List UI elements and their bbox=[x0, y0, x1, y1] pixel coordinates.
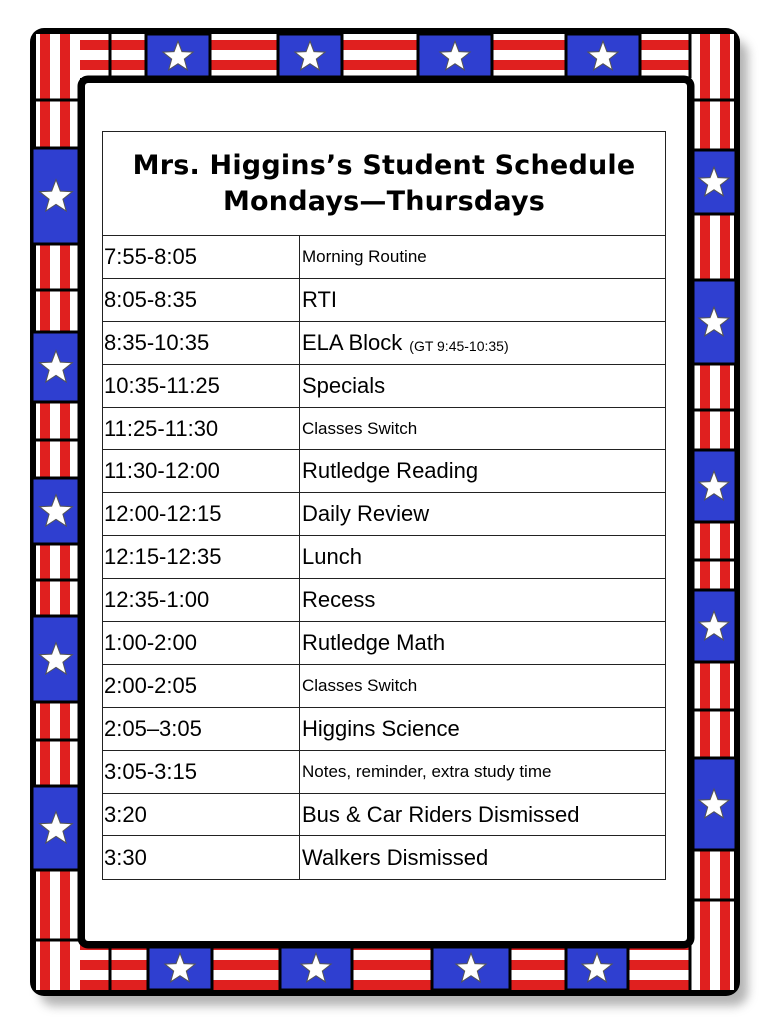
activity-label: Notes, reminder, extra study time bbox=[302, 761, 552, 781]
star-panel bbox=[32, 332, 80, 402]
schedule-time: 12:00-12:15 bbox=[103, 493, 300, 535]
schedule-time: 12:15-12:35 bbox=[103, 536, 300, 578]
schedule-activity bbox=[300, 708, 665, 750]
schedule-time: 12:35-1:00 bbox=[103, 579, 300, 621]
schedule-activity bbox=[300, 579, 665, 621]
activity-label: Rutledge Reading bbox=[302, 458, 479, 484]
schedule-time: 1:00-2:00 bbox=[103, 622, 300, 664]
schedule-rows bbox=[103, 236, 665, 879]
activity-label: Classes Switch bbox=[302, 418, 418, 438]
schedule-activity bbox=[300, 408, 665, 450]
schedule-activity bbox=[300, 836, 665, 879]
activity-label: Recess bbox=[302, 587, 376, 613]
schedule-activity bbox=[300, 536, 665, 578]
schedule-time: 3:05-3:15 bbox=[103, 751, 300, 793]
schedule-activity bbox=[300, 365, 665, 407]
schedule-activity bbox=[300, 493, 665, 535]
star-panel bbox=[278, 34, 342, 78]
star-panel bbox=[692, 450, 736, 522]
star-panel bbox=[418, 34, 492, 78]
star-panel bbox=[692, 590, 736, 662]
activity-label: Bus & Car Riders Dismissed bbox=[302, 801, 580, 827]
activity-label: Classes Switch bbox=[302, 675, 418, 695]
schedule-time: 8:35-10:35 bbox=[103, 322, 300, 364]
activity-label: Higgins Science bbox=[302, 715, 460, 741]
star-panel bbox=[692, 280, 736, 364]
star-panel bbox=[692, 150, 736, 214]
schedule-row bbox=[103, 450, 665, 493]
star-panel bbox=[566, 946, 628, 990]
schedule-row bbox=[103, 408, 665, 451]
schedule-row bbox=[103, 665, 665, 708]
schedule-row bbox=[103, 536, 665, 579]
activity-label: Daily Review bbox=[302, 501, 430, 527]
schedule-row bbox=[103, 493, 665, 536]
schedule-subtitle: Mondays—Thursdays bbox=[222, 185, 546, 217]
star-panel bbox=[32, 478, 80, 544]
star-panel bbox=[32, 148, 80, 244]
star-panel bbox=[280, 946, 352, 990]
schedule-activity bbox=[300, 279, 665, 321]
schedule-activity bbox=[300, 450, 665, 492]
schedule-row bbox=[103, 622, 665, 665]
schedule-activity bbox=[300, 236, 665, 278]
schedule-time: 3:20 bbox=[103, 794, 300, 836]
activity-label: Rutledge Math bbox=[302, 629, 446, 655]
schedule-title-box bbox=[103, 132, 665, 236]
schedule-row bbox=[103, 322, 665, 365]
schedule-row bbox=[103, 279, 665, 322]
schedule-activity bbox=[300, 622, 665, 664]
schedule-activity bbox=[300, 322, 665, 364]
star-panel bbox=[32, 786, 80, 870]
schedule-time: 10:35-11:25 bbox=[103, 365, 300, 407]
schedule-row bbox=[103, 751, 665, 794]
schedule-time: 11:30-12:00 bbox=[103, 450, 300, 492]
schedule-row bbox=[103, 236, 665, 279]
activity-label: Morning Routine bbox=[302, 246, 427, 266]
star-panel bbox=[148, 946, 212, 990]
schedule-row bbox=[103, 708, 665, 751]
activity-label: RTI bbox=[302, 286, 338, 312]
schedule-activity bbox=[300, 794, 665, 836]
activity-label: Specials bbox=[302, 372, 386, 398]
activity-note: (GT 9:45-10:35) bbox=[409, 337, 509, 354]
schedule-time: 11:25-11:30 bbox=[103, 408, 300, 450]
schedule-row bbox=[103, 836, 665, 879]
schedule-time: 2:05–3:05 bbox=[103, 708, 300, 750]
star-panel bbox=[566, 34, 640, 78]
schedule-activity bbox=[300, 665, 665, 707]
activity-label: ELA Block bbox=[302, 329, 403, 355]
schedule-time: 8:05-8:35 bbox=[103, 279, 300, 321]
schedule-activity bbox=[300, 751, 665, 793]
schedule-time: 2:00-2:05 bbox=[103, 665, 300, 707]
schedule-row bbox=[103, 365, 665, 408]
schedule-table bbox=[102, 131, 666, 880]
schedule-title: Mrs. Higgins’s Student Schedule bbox=[132, 149, 636, 181]
schedule-time: 7:55-8:05 bbox=[103, 236, 300, 278]
star-panel bbox=[692, 758, 736, 850]
schedule-time: 3:30 bbox=[103, 836, 300, 879]
star-panel bbox=[146, 34, 210, 78]
schedule-row bbox=[103, 579, 665, 622]
star-panel bbox=[32, 616, 80, 702]
activity-label: Walkers Dismissed bbox=[302, 844, 489, 870]
star-panel bbox=[432, 946, 510, 990]
activity-label: Lunch bbox=[302, 544, 362, 570]
schedule-row bbox=[103, 794, 665, 837]
